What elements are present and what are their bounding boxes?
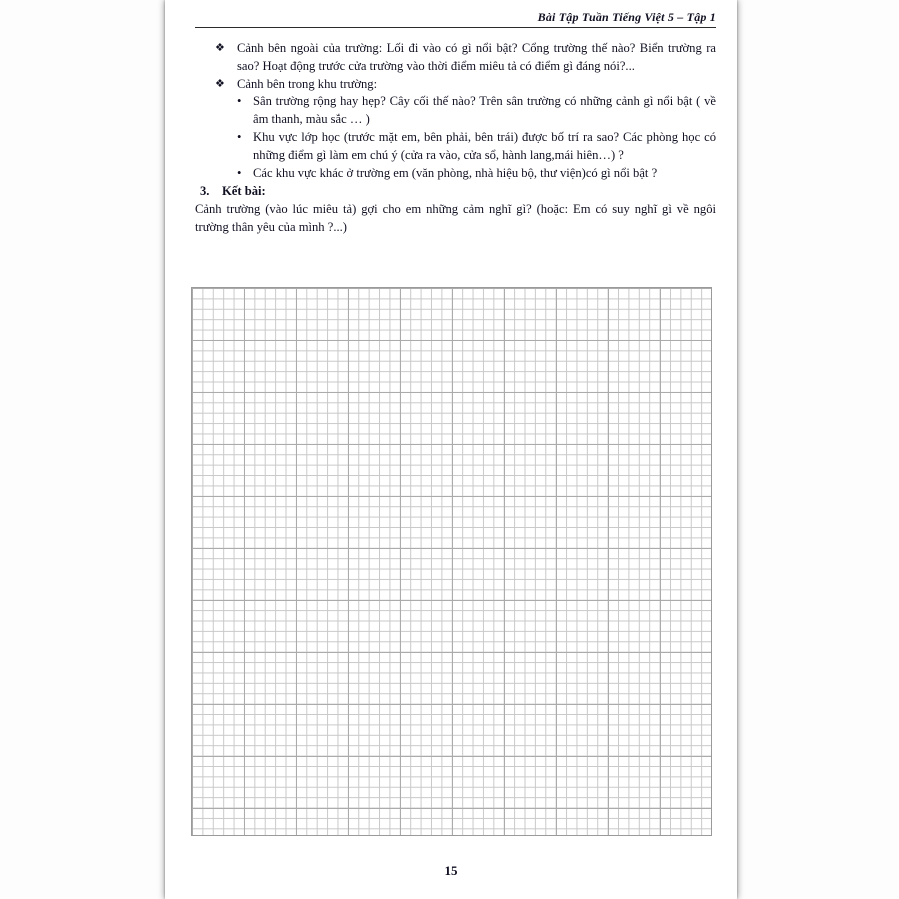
- list-item-text: Cảnh bên trong khu trường:: [237, 76, 378, 91]
- list-item-text: Các khu vực khác ở trường em (văn phòng, nhà hiệu bộ, thư viện)có gì nổi bật ?: [253, 165, 658, 180]
- list-item: [195, 93, 716, 129]
- diamond-bullet-icon: ❖: [215, 42, 225, 54]
- list-item: [195, 129, 716, 165]
- header-rule: [195, 27, 716, 28]
- closing-paragraph: Cảnh trường (vào lúc miêu tả) gợi cho em những cảm nghĩ gì? (hoặc: Em có suy nghĩ gì về ngôi trường thân yêu của mình ?...): [195, 202, 716, 234]
- document-page: [165, 0, 737, 899]
- page-number: 15: [444, 863, 458, 878]
- dot-bullet-icon: •: [237, 94, 242, 109]
- running-header: Bài Tập Tuần Tiếng Việt 5 – Tập 1: [537, 10, 716, 24]
- list-item-text: Khu vực lớp học (trước mặt em, bên phải, bên trái) được bố trí ra sao? Các phòng học có những điểm gì làm em chú ý (cửa ra vào, cửa sổ, hành lang,mái hiên…) ?: [253, 129, 716, 162]
- section-number: 3.: [200, 184, 210, 199]
- list-item: [195, 76, 716, 94]
- section-label: Kết bài:: [222, 184, 266, 199]
- dot-bullet-icon: •: [237, 165, 242, 180]
- dot-bullet-icon: •: [237, 129, 242, 144]
- list-item-text: Sân trường rộng hay hẹp? Cây cối thế nào? Trên sân trường có những cảnh gì nổi bật ( về âm thanh, màu sắc … ): [253, 94, 716, 127]
- list-item-text: Cảnh bên ngoài của trường: Lối đi vào có gì nổi bật? Cổng trường thế nào? Biển trường ra sao? Hoạt động trước cửa trường vào thời điểm miêu tả có điểm gì đáng nói?...: [237, 41, 716, 73]
- section-heading: [195, 183, 716, 201]
- body-text: [195, 40, 716, 237]
- list-item: [195, 165, 716, 183]
- diamond-bullet-icon: ❖: [215, 77, 225, 90]
- list-item: [195, 40, 716, 76]
- graph-paper-grid: [191, 287, 712, 836]
